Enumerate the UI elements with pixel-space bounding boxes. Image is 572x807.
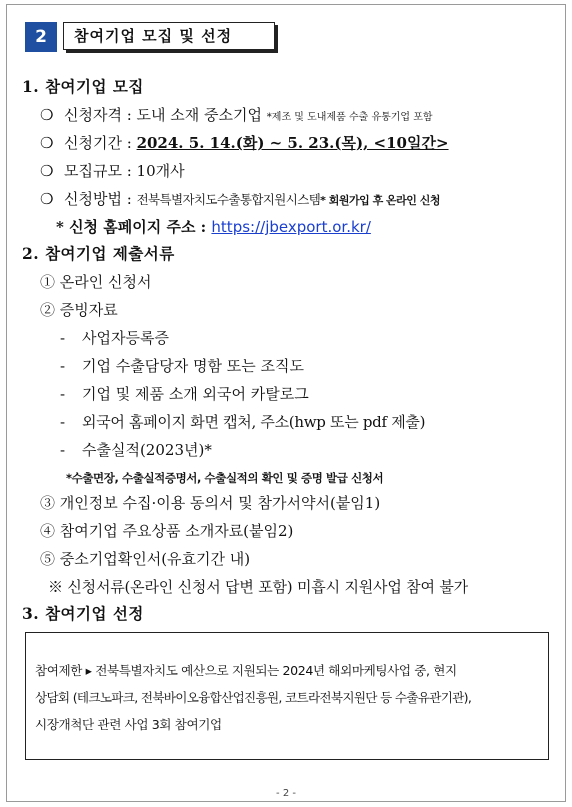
section-title: 참여기업 모집 및 선정 xyxy=(63,22,275,50)
method-value: 전북특별자치도수출통합지원시스템 xyxy=(136,192,321,207)
circle-bullet-icon: ❍ xyxy=(40,162,54,180)
export-note: *수출면장, 수출실적증명서, 수출실적의 확인 및 증명 발급 신청서 xyxy=(66,471,384,485)
doc-subitem: - 수출실적(2023년)* xyxy=(60,441,212,459)
period-label: 신청기간 : xyxy=(64,134,137,152)
page-number: - 2 - xyxy=(276,788,296,799)
doc-item-4: ④ 참여기업 주요상품 소개자료(붙임2) xyxy=(40,522,294,540)
period-value: 2024. 5. 14.(화) ~ 5. 23.(목), <10일간> xyxy=(136,134,449,152)
circle-bullet-icon: ❍ xyxy=(40,134,54,152)
list-item-eligibility xyxy=(40,105,433,128)
doc-subitem: - 사업자등록증 xyxy=(60,329,169,347)
doc-subitem: - 기업 수출담당자 명함 또는 조직도 xyxy=(60,357,304,375)
dash-bullet: - xyxy=(60,441,66,459)
doc-subitem: - 외국어 홈페이지 화면 캡처, 주소(hwp 또는 pdf 제출) xyxy=(60,413,426,431)
participation-restriction-box xyxy=(25,632,549,760)
dash-bullet: - xyxy=(60,357,66,375)
part3-heading: 3. 참여기업 선정 xyxy=(22,604,144,623)
eligibility-note: *제조 및 도내제품 수출 유통기업 포함 xyxy=(266,112,433,123)
list-item-period xyxy=(40,133,449,153)
list-item-method xyxy=(40,189,440,211)
homepage-label: * 신청 홈페이지 주소 : xyxy=(56,218,212,236)
doc-subitem: - 기업 및 제품 소개 외국어 카탈로그 xyxy=(60,385,309,403)
list-item-scale xyxy=(40,161,185,181)
method-label: 신청방법 : xyxy=(64,190,137,208)
doc-item-1: ① 온라인 신청서 xyxy=(40,273,152,291)
submission-warning: ※ 신청서류(온라인 신청서 답변 포함) 미흡시 지원사업 참여 불가 xyxy=(48,578,468,596)
section-number: 2 xyxy=(25,22,57,52)
restriction-line: 상담회 (테크노파크, 전북바이오융합산업진흥원, 코트라전북지원단 등 수출유관기관), xyxy=(35,690,472,705)
scale-label: 모집규모 : 10개사 xyxy=(64,162,185,180)
section-header xyxy=(25,22,287,52)
homepage-link[interactable]: https://jbexport.or.kr/ xyxy=(211,218,371,236)
circle-bullet-icon: ❍ xyxy=(40,106,54,124)
method-note: * 회원가입 후 온라인 신청 xyxy=(320,194,441,207)
part1-heading: 1. 참여기업 모집 xyxy=(22,77,144,96)
restriction-line: 참여제한 ▸ 전북특별자치도 예산으로 지원되는 2024년 해외마케팅사업 중, 현지 xyxy=(35,663,457,678)
dash-bullet: - xyxy=(60,385,66,403)
part2-heading: 2. 참여기업 제출서류 xyxy=(22,244,175,263)
circle-bullet-icon: ❍ xyxy=(40,190,54,208)
homepage-line xyxy=(56,217,371,237)
dash-bullet: - xyxy=(60,413,66,431)
dash-bullet: - xyxy=(60,329,66,347)
eligibility-label: 신청자격 : 도내 소재 중소기업 xyxy=(64,106,263,124)
restriction-line: 시장개척단 관련 사업 3회 참여기업 xyxy=(35,717,222,732)
doc-item-3: ③ 개인정보 수집·이용 동의서 및 참가서약서(붙임1) xyxy=(40,494,381,512)
doc-item-5: ⑤ 중소기업확인서(유효기간 내) xyxy=(40,550,251,568)
doc-item-2: ② 증빙자료 xyxy=(40,301,118,319)
